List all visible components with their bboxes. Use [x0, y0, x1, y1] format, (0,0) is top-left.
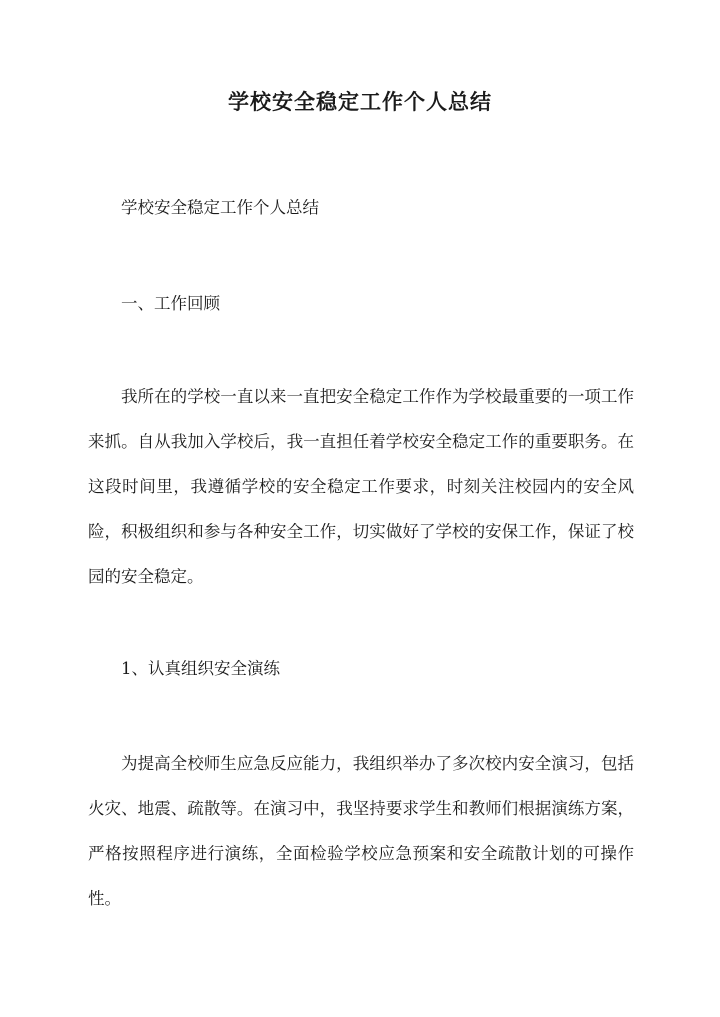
document-subtitle: 学校安全稳定工作个人总结	[121, 198, 319, 217]
document-title: 学校安全稳定工作个人总结	[228, 89, 492, 114]
subsection-heading-safety-drills: 1、认真组织安全演练	[121, 659, 280, 678]
work-review-paragraph: 我所在的学校一直以来一直把安全稳定工作作为学校最重要的一项工作来抓。自从我加入学校后，我一直担任着学校安全稳定工作的重要职务。在这段时间里，我遵循学校的安全稳定工作要求，时刻关注校园内的安全风险，积极组织和参与各种安全工作，切实做好了学校的安保工作，保证了校园的安全稳定。	[88, 387, 634, 586]
section-heading-work-review: 一、工作回顾	[121, 294, 220, 313]
safety-drills-paragraph: 为提高全校师生应急反应能力，我组织举办了多次校内安全演习，包括火灾、地震、疏散等。在演习中，我坚持要求学生和教师们根据演练方案，严格按照程序进行演练，全面检验学校应急预案和安全疏散计划的可操作性。	[88, 754, 634, 908]
